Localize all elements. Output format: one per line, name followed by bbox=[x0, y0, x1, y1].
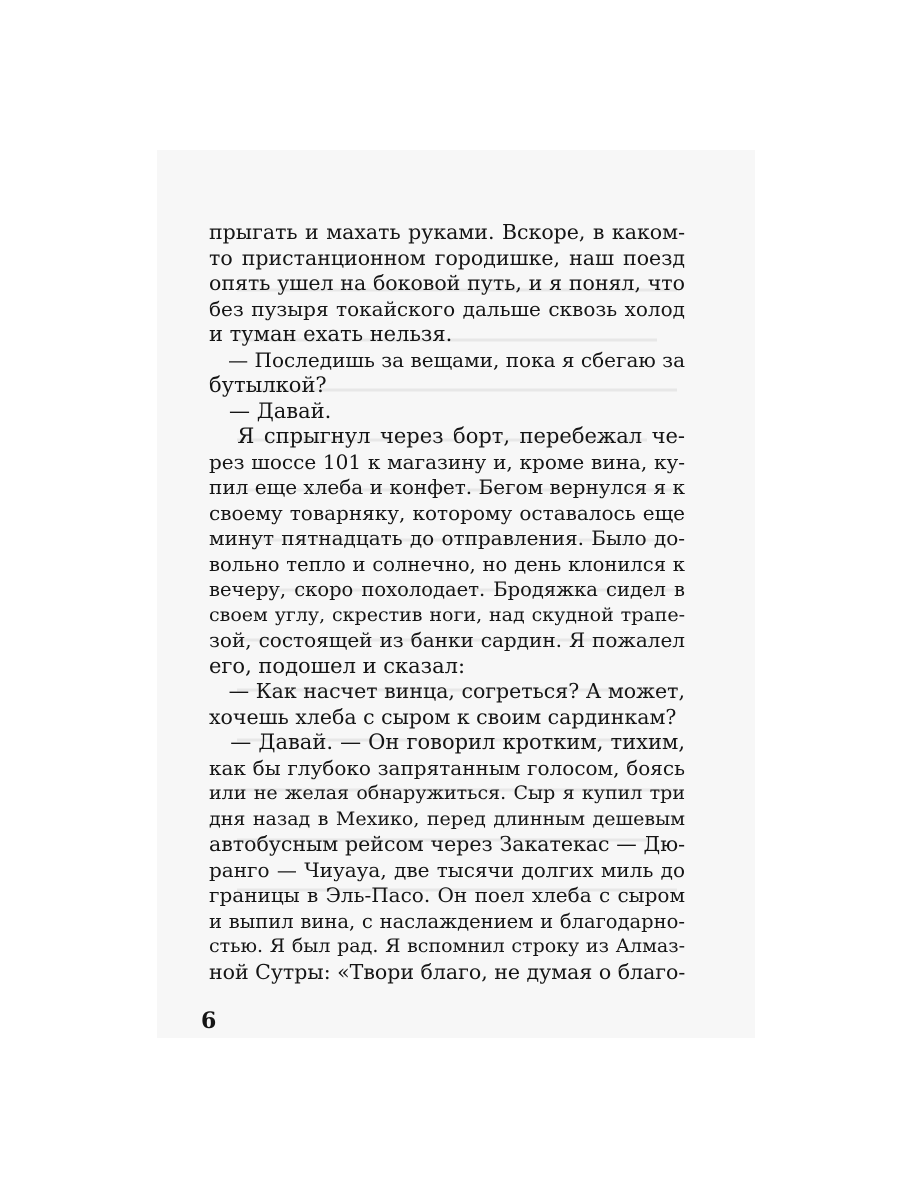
text-line: — Давай. — Он говорил кротким, тихим, bbox=[209, 730, 685, 754]
text-line: и выпил вина, с наслаждением и благодарно- bbox=[209, 909, 685, 933]
text-line: — Последишь за вещами, пока я сбегаю за bbox=[209, 347, 685, 372]
text-line: и туман ехать нельзя. bbox=[209, 322, 453, 346]
scanned-page bbox=[157, 150, 755, 1038]
text-line: границы в Эль-Пасо. Он поел хлеба с сыром bbox=[209, 883, 685, 907]
text-line: пил еще хлеба и конфет. Бегом вернулся я к bbox=[209, 475, 685, 499]
text-line: или не желая обнаружиться. Сыр я купил три bbox=[209, 782, 685, 804]
text-line: — Давай. bbox=[209, 398, 332, 423]
page-number: 6 bbox=[201, 1008, 217, 1034]
text-line: — Как насчет винца, согреться? А может, bbox=[209, 679, 685, 703]
text-line: ной Сутры: «Твори благо, не думая о благо- bbox=[209, 959, 685, 984]
text-line: зой, состоящей из банки сардин. Я пожалел bbox=[209, 628, 685, 652]
text-line: вольно тепло и солнечно, но день клонился к bbox=[209, 552, 685, 576]
text-line: рез шоссе 101 к магазину и, кроме вина, ку- bbox=[209, 449, 685, 474]
text-line: Я спрыгнул через борт, перебежал че- bbox=[209, 424, 685, 448]
text-line: своему товарняку, которому оставалось еще bbox=[209, 500, 685, 525]
text-line: опять ушел на боковой путь, и я понял, что bbox=[209, 271, 685, 295]
text-line: бутылкой? bbox=[209, 373, 327, 397]
text-line: дня назад в Мехико, перед длинным дешевым bbox=[209, 807, 685, 830]
text-line: вечеру, скоро похолодает. Бродяжка сидел в bbox=[209, 578, 685, 601]
text-line: минут пятнадцать до отправления. Было до- bbox=[209, 526, 685, 550]
text-line: без пузыря токайского дальше сквозь холод bbox=[209, 296, 685, 321]
text-line: то пристанционном городишке, наш поезд bbox=[209, 245, 685, 270]
page-body bbox=[209, 220, 685, 985]
text-line: стью. Я был рад. Я вспомнил строку из Алмаз- bbox=[209, 935, 685, 957]
text-line: хочешь хлеба с сыром к своим сардинкам? bbox=[209, 704, 677, 729]
text-line: как бы глубоко запрятанным голосом, боясь bbox=[209, 755, 685, 780]
text-line: автобусным рейсом через Закатекас — Дю- bbox=[209, 832, 685, 856]
text-line: ранго — Чиуауа, две тысячи долгих миль до bbox=[209, 857, 685, 882]
text-line: своем углу, скрестив ноги, над скудной трапе- bbox=[209, 603, 685, 626]
text-line: прыгать и махать руками. Вскоре, в каком- bbox=[209, 220, 685, 244]
text-line: его, подошел и сказал: bbox=[209, 653, 466, 678]
